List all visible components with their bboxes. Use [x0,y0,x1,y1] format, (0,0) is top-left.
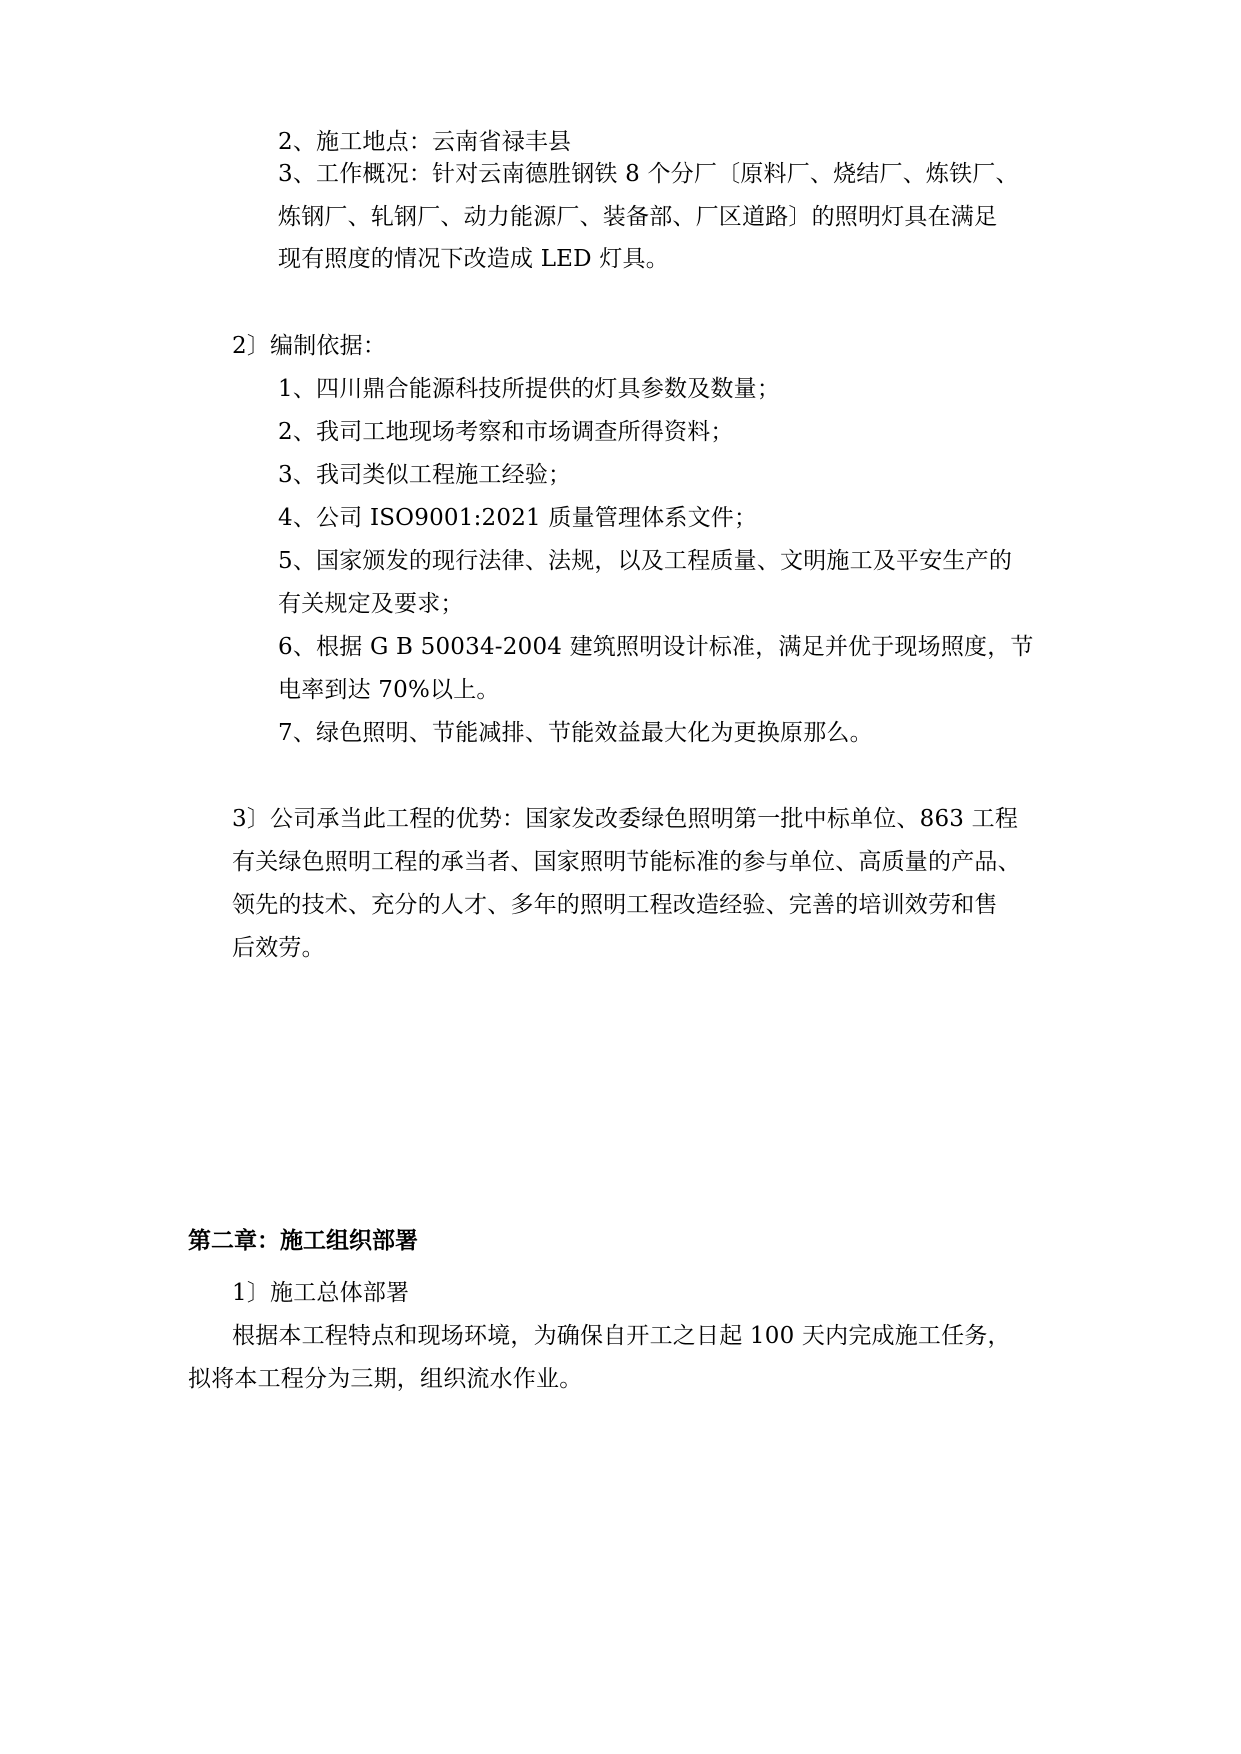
work-overview-line-3: 现有照度的情况下改造成 LED 灯具。 [278,246,669,272]
basis-item-5-line-1: 5、国家颁发的现行法律、法规，以及工程质量、文明施工及平安生产的 [278,548,1013,574]
basis-item-4: 4、公司 ISO9001:2021 质量管理体系文件； [278,505,758,531]
deployment-paragraph-line-2: 拟将本工程分为三期，组织流水作业。 [188,1366,583,1392]
basis-item-5-line-2: 有关规定及要求； [278,591,464,617]
construction-location: 2、施工地点：云南省禄丰县 [278,129,572,155]
overall-deployment-subheading: 1〕施工总体部署 [232,1280,410,1306]
advantage-line-2: 有关绿色照明工程的承当者、国家照明节能标准的参与单位、高质量的产品、 [232,849,1021,875]
deployment-paragraph-line-1: 根据本工程特点和现场环境，为确保自开工之日起 100 天内完成施工任务， [232,1323,1011,1349]
basis-item-2: 2、我司工地现场考察和市场调查所得资料； [278,419,734,445]
work-overview-line-2: 炼钢厂、轧钢厂、动力能源厂、装备部、厂区道路〕的照明灯具在满足 [278,204,998,230]
advantage-line-4: 后效劳。 [232,935,325,961]
work-overview-line-1: 3、工作概况：针对云南德胜钢铁 8 个分厂〔原料厂、烧结厂、炼铁厂、 [278,161,1019,187]
basis-item-7: 7、绿色照明、节能减排、节能效益最大化为更换原那么。 [278,720,873,746]
basis-item-6-line-1: 6、根据 G B 50034-2004 建筑照明设计标准，满足并优于现场照度，节 [278,634,1034,660]
advantage-line-1: 3〕公司承当此工程的优势：国家发改委绿色照明第一批中标单位、863 工程 [232,806,1019,832]
basis-item-1: 1、四川鼎合能源科技所提供的灯具参数及数量； [278,376,781,402]
basis-item-6-line-2: 电率到达 70%以上。 [278,677,500,703]
basis-item-3: 3、我司类似工程施工经验； [278,462,572,488]
advantage-line-3: 领先的技术、充分的人才、多年的照明工程改造经验、完善的培训效劳和售 [232,892,998,918]
chapter-two-heading: 第二章：施工组织部署 [188,1228,418,1254]
basis-section-title: 2〕编制依据： [232,333,387,359]
